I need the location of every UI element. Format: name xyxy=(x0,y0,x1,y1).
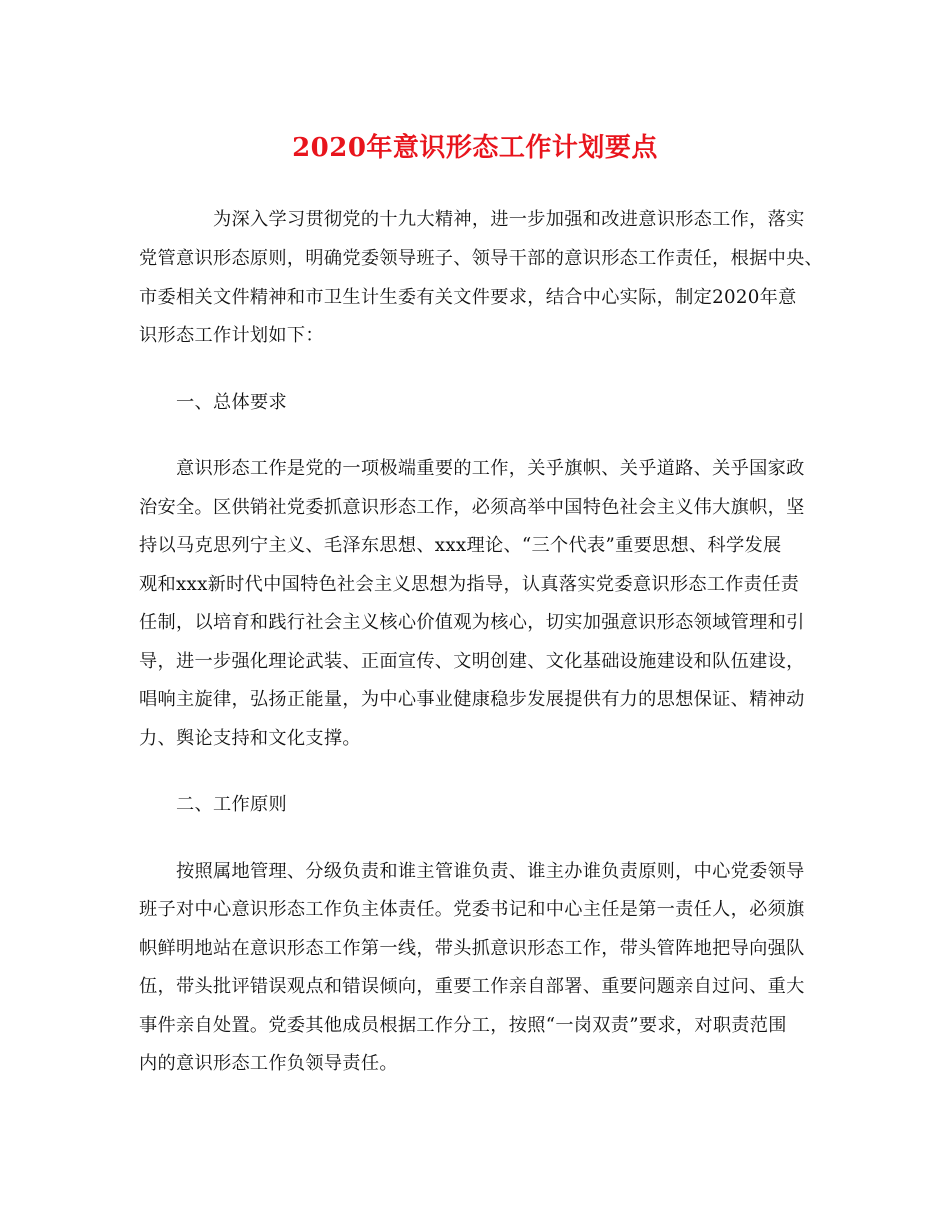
paragraph-line: 力、舆论支持和文化支撑。 xyxy=(139,728,361,749)
paragraph-line: 班子对中心意识形态工作负主体责任。党委书记和中心主任是第一责任人，必须旗 xyxy=(139,899,805,920)
intro-line: 识形态工作计划如下： xyxy=(139,325,324,346)
section-heading: 一、总体要求 xyxy=(176,392,287,413)
paragraph-line: 观和xxx新时代中国特色社会主义思想为指导，认真落实党委意识形态工作责任责 xyxy=(139,574,800,595)
intro-line: 市委相关文件精神和市卫生计生委有关文件要求，结合中心实际，制定2020年意 xyxy=(139,287,797,308)
paragraph-line: 治安全。区供销社党委抓意识形态工作，必须高举中国特色社会主义伟大旗帜，坚 xyxy=(139,497,805,518)
paragraph-line: 按照属地管理、分级负责和谁主管谁负责、谁主办谁负责原则，中心党委领导 xyxy=(176,861,805,882)
paragraph-line: 导，进一步强化理论武装、正面宣传、文明创建、文化基础设施建设和队伍建设， xyxy=(139,651,805,672)
intro-line: 党管意识形态原则，明确党委领导班子、领导干部的意识形态工作责任，根据中央、 xyxy=(139,248,824,269)
paragraph-line: 意识形态工作是党的一项极端重要的工作，关乎旗帜、关乎道路、关乎国家政 xyxy=(176,458,805,479)
section-heading: 二、工作原则 xyxy=(176,794,287,815)
paragraph-line: 伍，带头批评错误观点和错误倾向，重要工作亲自部署、重要问题亲自过问、重大 xyxy=(139,976,805,997)
intro-line: 为深入学习贯彻党的十九大精神，进一步加强和改进意识形态工作，落实 xyxy=(213,209,805,230)
paragraph-line: 任制，以培育和践行社会主义核心价值观为核心，切实加强意识形态领域管理和引 xyxy=(139,612,805,633)
paragraph-line: 唱响主旋律，弘扬正能量，为中心事业健康稳步发展提供有力的思想保证、精神动 xyxy=(139,689,805,710)
document-title: 2020年意识形态工作计划要点 xyxy=(292,133,658,163)
paragraph-line: 持以马克思列宁主义、毛泽东思想、xxx理论、“三个代表”重要思想、科学发展 xyxy=(139,535,782,556)
paragraph-line: 帜鲜明地站在意识形态工作第一线，带头抓意识形态工作，带头管阵地把导向强队 xyxy=(139,938,805,959)
paragraph-line: 事件亲自处置。党委其他成员根据工作分工，按照“一岗双责”要求，对职责范围 xyxy=(139,1015,787,1036)
paragraph-line: 内的意识形态工作负领导责任。 xyxy=(139,1053,398,1074)
